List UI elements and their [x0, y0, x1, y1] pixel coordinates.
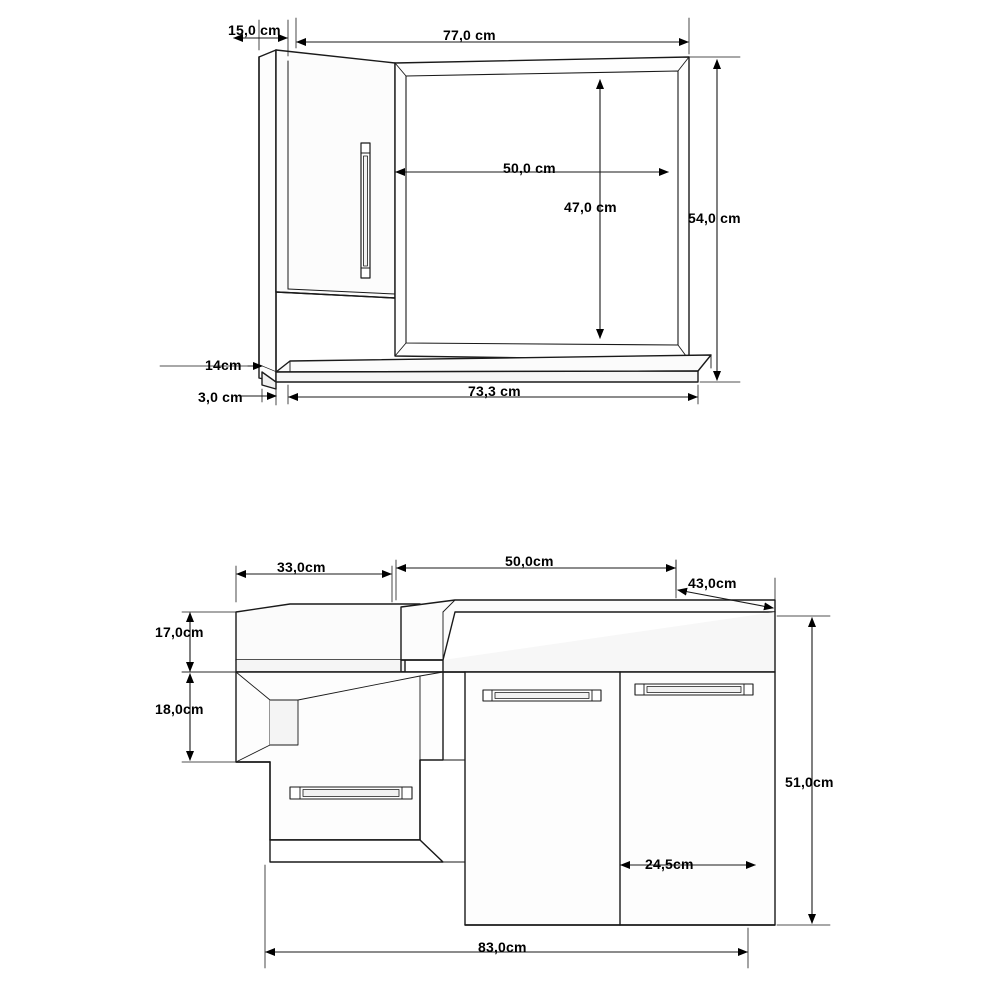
upper-side-panel — [259, 50, 276, 382]
dim-label-top-height: 17,0cm — [155, 624, 204, 640]
dim-label-upper-depth: 15,0 cm — [228, 22, 281, 38]
dim-label-total-width: 83,0cm — [478, 939, 527, 955]
dim-label-upper-width: 77,0 cm — [443, 27, 496, 43]
upper-bottom-shelf — [276, 355, 711, 382]
dim-label-shelf-depth: 14cm — [205, 357, 242, 373]
dim-label-upper-total-height: 54,0 cm — [688, 210, 741, 226]
lower-right-cabinet — [443, 672, 775, 925]
dim-label-mirror-width: 50,0 cm — [503, 160, 556, 176]
upper-wall-cabinet — [276, 50, 395, 298]
lower-left-base — [270, 840, 443, 862]
dim-label-left-width: 33,0cm — [277, 559, 326, 575]
dim-label-drawer-height: 18,0cm — [155, 701, 204, 717]
dim-label-depth: 43,0cm — [688, 575, 737, 591]
dim-total-height — [777, 616, 830, 925]
dim-label-right-width: 50,0cm — [505, 553, 554, 569]
lower-right-top — [401, 600, 775, 672]
dim-label-total-height: 51,0cm — [785, 774, 834, 790]
dim-top-height — [182, 612, 236, 672]
upper-mirror-panel — [395, 57, 689, 360]
dim-drawer-height — [182, 672, 236, 762]
dim-label-shelf-offset: 3,0 cm — [198, 389, 243, 405]
dim-label-mirror-height: 47,0 cm — [564, 199, 617, 215]
lower-drawer-unit — [236, 672, 443, 840]
dim-label-shelf-width: 73,3 cm — [468, 383, 521, 399]
dim-shelf-offset — [240, 389, 276, 405]
dim-label-door-width: 24,5cm — [645, 856, 694, 872]
lower-left-top — [236, 604, 420, 672]
